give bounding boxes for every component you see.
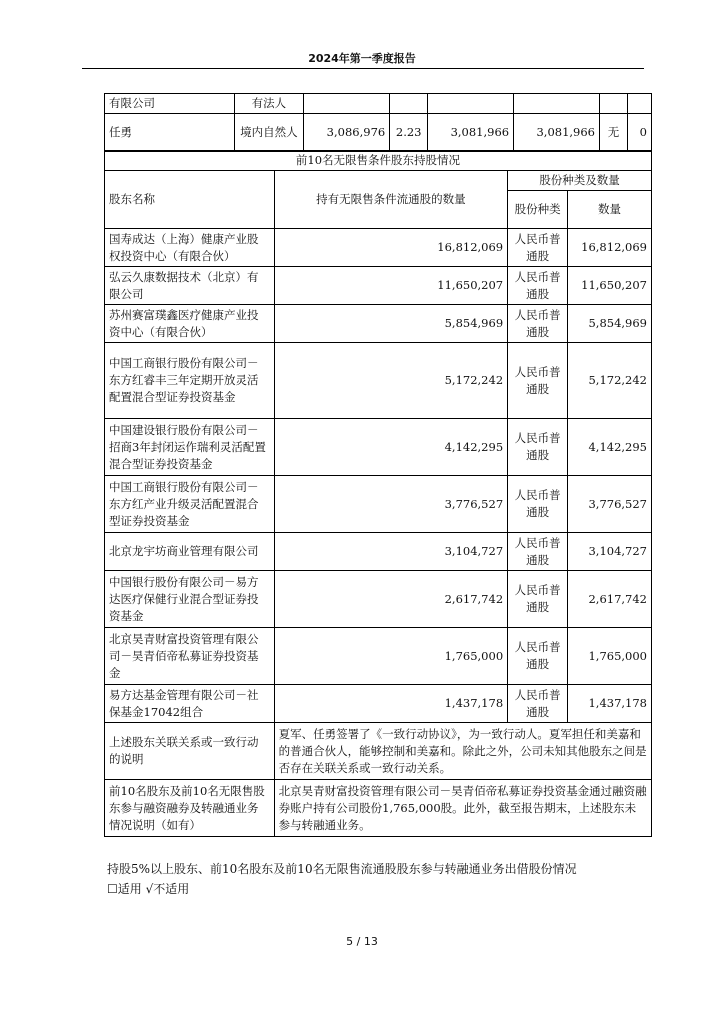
holder-kind: 人民币普通股 (508, 533, 568, 571)
applicability-checkbox: ☐适用 √不适用 (107, 882, 190, 896)
table-row (105, 305, 652, 343)
margin-label: 前10名股东及前10名无限售股东参与融资融券及转融通业务情况说明（如有） (105, 780, 275, 837)
col-header-kind-qty: 股份种类及数量 (508, 171, 652, 191)
lending-note: 持股5%以上股东、前10名股东及前10名无限售流通股股东参与转融通业务出借股份情况 (107, 862, 577, 876)
col-header-qty: 持有无限售条件流通股的数量 (274, 171, 508, 229)
table-row (105, 628, 652, 685)
holder-qty: 11,650,207 (274, 267, 508, 305)
holder-qty: 3,776,527 (274, 476, 508, 533)
holder-name: 有限公司 (105, 94, 235, 114)
holder-amount: 5,854,969 (568, 305, 652, 343)
holder-amount: 4,142,295 (568, 419, 652, 476)
holder-amount: 1,437,178 (568, 685, 652, 723)
holder-kind: 人民币普通股 (508, 229, 568, 267)
holder-amount: 3,776,527 (568, 476, 652, 533)
holder-shares: 3,086,976 (304, 114, 390, 152)
table-row (105, 343, 652, 419)
holder-name: 中国工商银行股份有限公司－东方红产业升级灵活配置混合型证券投资基金 (105, 476, 275, 533)
holder-restricted: 3,081,966 (428, 114, 514, 152)
table-row (105, 533, 652, 571)
margin-row (105, 780, 652, 837)
top-holders-table (104, 93, 652, 152)
holder-kind: 人民币普通股 (508, 685, 568, 723)
holder-qty: 3,104,727 (274, 533, 508, 571)
table-row (105, 229, 652, 267)
table-row (105, 114, 652, 152)
holder-kind: 人民币普通股 (508, 305, 568, 343)
margin-text: 北京昊青财富投资管理有限公司－昊青佰帝私募证券投资基金通过融资融券账户持有公司股份1,765,000股。此外，截至报告期末，上述股东未参与转融通业务。 (274, 780, 651, 837)
holder-name: 北京昊青财富投资管理有限公司－昊青佰帝私募证券投资基金 (105, 628, 275, 685)
table-row (105, 267, 652, 305)
table-row (105, 685, 652, 723)
table-row (105, 419, 652, 476)
holder-amount: 16,812,069 (568, 229, 652, 267)
holder-amount: 1,765,000 (568, 628, 652, 685)
holder-qty: 4,142,295 (274, 419, 508, 476)
holder-name: 中国工商银行股份有限公司－东方红睿丰三年定期开放灵活配置混合型证券投资基金 (105, 343, 275, 419)
holder-name: 中国建设银行股份有限公司－招商3年封闭运作瑞利灵活配置混合型证券投资基金 (105, 419, 275, 476)
holder-name: 易方达基金管理有限公司－社保基金17042组合 (105, 685, 275, 723)
holder-amount: 5,172,242 (568, 343, 652, 419)
relation-row (105, 723, 652, 780)
table-row (105, 94, 652, 114)
holder-kind: 人民币普通股 (508, 343, 568, 419)
section-title: 前10名无限售条件股东持股情况 (105, 151, 652, 171)
holder-qty: 1,437,178 (274, 685, 508, 723)
holder-name: 弘云久康数据技术（北京）有限公司 (105, 267, 275, 305)
holder-qty: 0 (627, 114, 651, 152)
holder-pct: 2.23 (390, 114, 428, 152)
page-number: 5 / 13 (346, 935, 378, 948)
holder-name: 国寿成达（上海）健康产业股权投资中心（有限合伙） (105, 229, 275, 267)
holder-qty: 16,812,069 (274, 229, 508, 267)
page-header: 2024年第一季度报告 (308, 52, 416, 65)
holder-qty: 1,765,000 (274, 628, 508, 685)
holder-qty: 5,854,969 (274, 305, 508, 343)
relation-label: 上述股东关联关系或一致行动的说明 (105, 723, 275, 780)
holder-kind: 人民币普通股 (508, 267, 568, 305)
holder-type: 有法人 (234, 94, 304, 114)
holder-kind: 人民币普通股 (508, 571, 568, 628)
col-header-name: 股东名称 (105, 171, 275, 229)
holder-name: 苏州赛富璞鑫医疗健康产业投资中心（有限合伙） (105, 305, 275, 343)
unrestricted-holders-table (104, 150, 652, 837)
section-title-row (105, 151, 652, 171)
holder-type: 境内自然人 (234, 114, 304, 152)
col-header-kind: 股份种类 (508, 191, 568, 229)
relation-text: 夏军、任勇签署了《一致行动协议》，为一致行动人。夏军担任和美嘉和的普通合伙人，能够控制和美嘉和。除此之外，公司未知其他股东之间是否存在关联关系或一致行动关系。 (274, 723, 651, 780)
holder-qty: 5,172,242 (274, 343, 508, 419)
holder-amount: 3,104,727 (568, 533, 652, 571)
holder-name: 北京龙宇坊商业管理有限公司 (105, 533, 275, 571)
holder-kind: 人民币普通股 (508, 476, 568, 533)
holder-status: 无 (600, 114, 628, 152)
holder-kind: 人民币普通股 (508, 628, 568, 685)
holder-name: 中国银行股份有限公司－易方达医疗保健行业混合型证券投资基金 (105, 571, 275, 628)
header-rule (82, 68, 644, 69)
holder-name: 任勇 (105, 114, 235, 152)
holder-qty: 2,617,742 (274, 571, 508, 628)
holder-amount: 11,650,207 (568, 267, 652, 305)
holder-amount: 2,617,742 (568, 571, 652, 628)
table-row (105, 476, 652, 533)
holder-kind: 人民币普通股 (508, 419, 568, 476)
col-header-amount: 数量 (568, 191, 652, 229)
header-row (105, 171, 652, 191)
holder-pledge: 3,081,966 (514, 114, 600, 152)
table-row (105, 571, 652, 628)
